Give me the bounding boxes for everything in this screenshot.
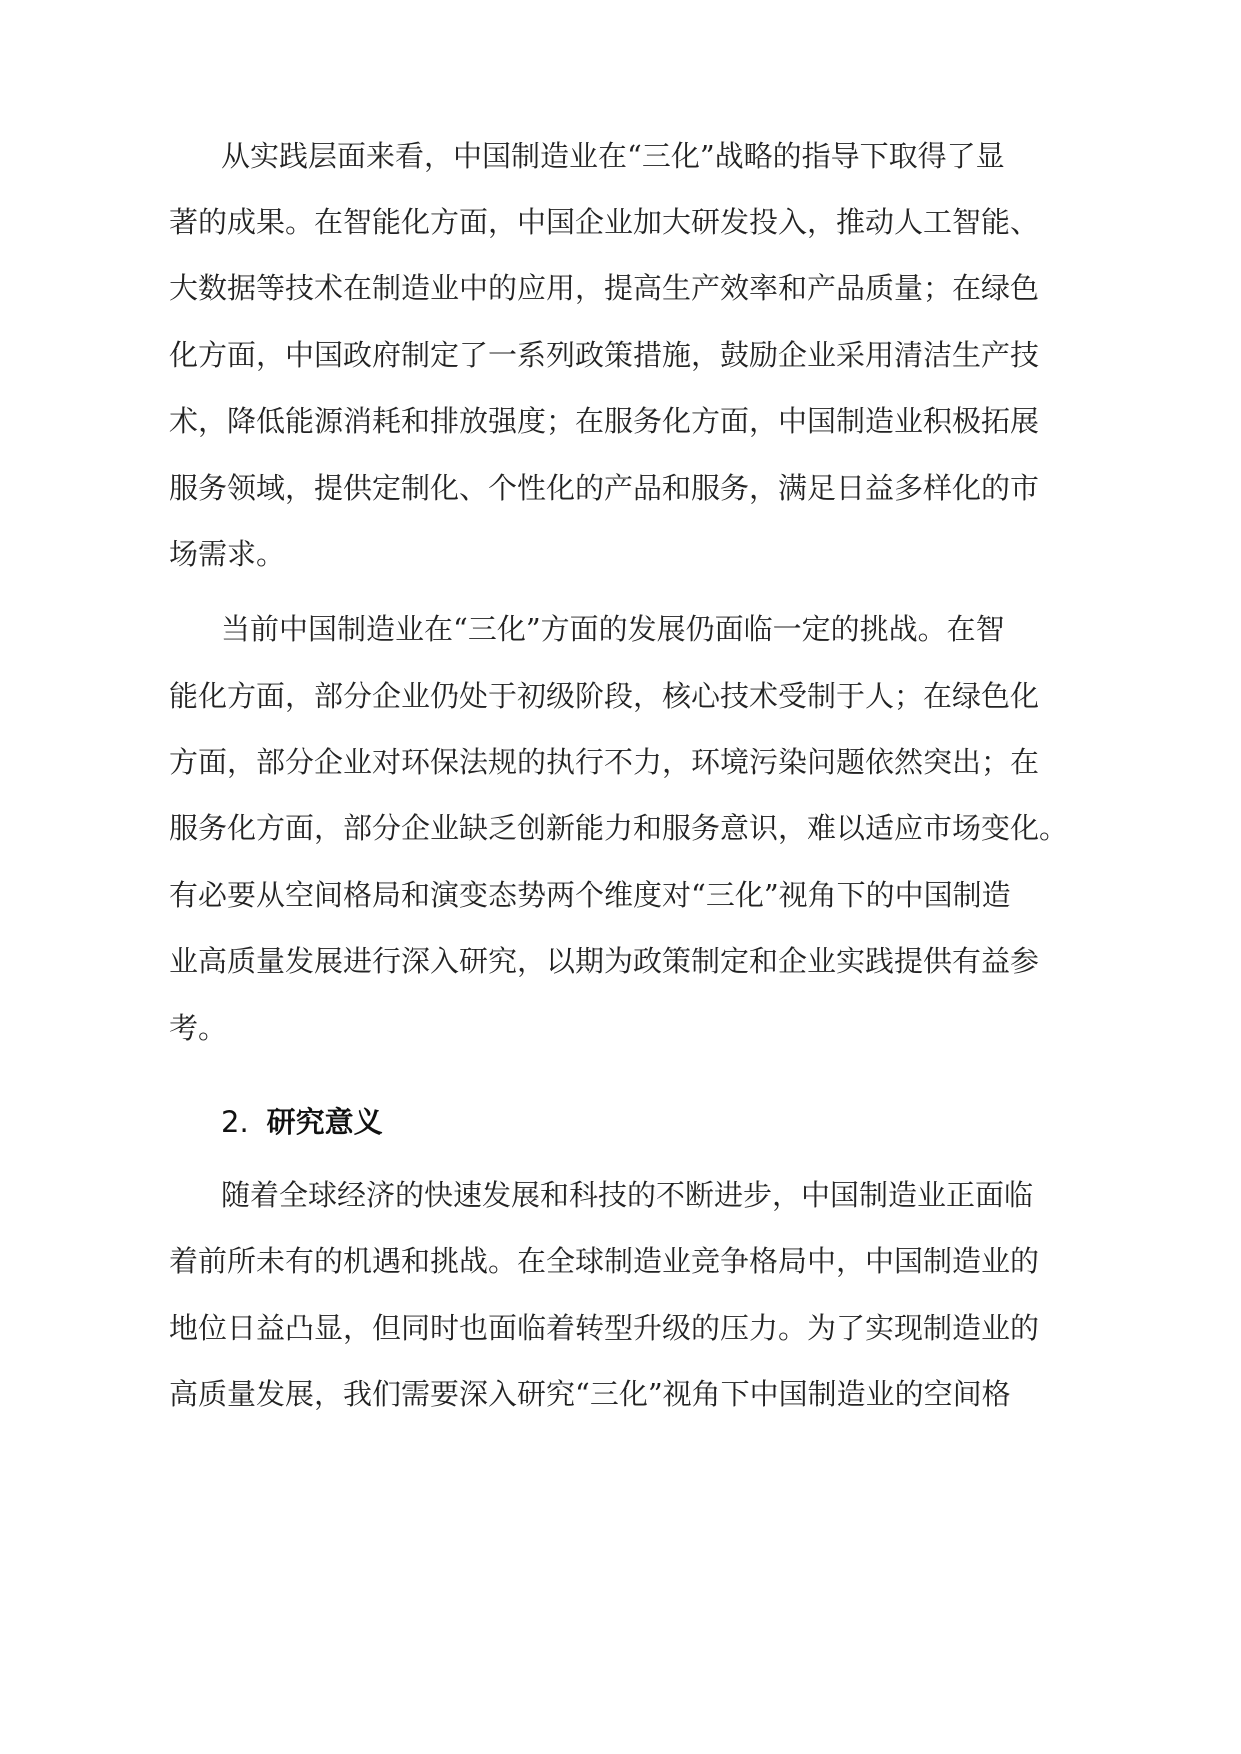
paragraph-1-line-7: 场需求。 [169, 537, 286, 571]
paragraph-2-line-4: 服务化方面，部分企业缺乏创新能力和服务意识，难以适应市场变化。 [169, 811, 1069, 845]
section-number: 2. [221, 1105, 249, 1139]
paragraph-1-line-3: 大数据等技术在制造业中的应用，提高生产效率和产品质量；在绿色 [169, 271, 1040, 305]
paragraph-1-line-4: 化方面，中国政府制定了一系列政策措施，鼓励企业采用清洁生产技 [169, 338, 1040, 372]
paragraph-1-line-2: 著的成果。在智能化方面，中国企业加大研发投入，推动人工智能、 [169, 205, 1040, 239]
paragraph-2-line-3: 方面，部分企业对环保法规的执行不力，环境污染问题依然突出；在 [169, 745, 1040, 779]
paragraph-2-line-2: 能化方面，部分企业仍处于初级阶段，核心技术受制于人；在绿色化 [169, 679, 1040, 713]
paragraph-1-line-5: 术，降低能源消耗和排放强度；在服务化方面，中国制造业积极拓展 [169, 404, 1040, 438]
paragraph-1-line-1: 从实践层面来看，中国制造业在“三化”战略的指导下取得了显 [221, 139, 1005, 173]
section-title: 研究意义 [266, 1105, 383, 1139]
paragraph-2-line-6: 业高质量发展进行深入研究，以期为政策制定和企业实践提供有益参 [169, 944, 1040, 978]
section-paragraph-line-4: 高质量发展，我们需要深入研究“三化”视角下中国制造业的空间格 [169, 1377, 1011, 1411]
section-paragraph-line-3: 地位日益凸显，但同时也面临着转型升级的压力。为了实现制造业的 [169, 1311, 1040, 1345]
paragraph-2-line-5: 有必要从空间格局和演变态势两个维度对“三化”视角下的中国制造 [169, 878, 1011, 912]
section-paragraph-line-1: 随着全球经济的快速发展和科技的不断进步，中国制造业正面临 [221, 1178, 1034, 1212]
paragraph-1-line-6: 服务领域，提供定制化、个性化的产品和服务，满足日益多样化的市 [169, 471, 1040, 505]
section-heading [221, 1102, 383, 1142]
section-paragraph-line-2: 着前所未有的机遇和挑战。在全球制造业竞争格局中，中国制造业的 [169, 1244, 1040, 1278]
paragraph-2-line-7: 考。 [169, 1011, 228, 1045]
paragraph-2-line-1: 当前中国制造业在“三化”方面的发展仍面临一定的挑战。在智 [221, 612, 1005, 646]
